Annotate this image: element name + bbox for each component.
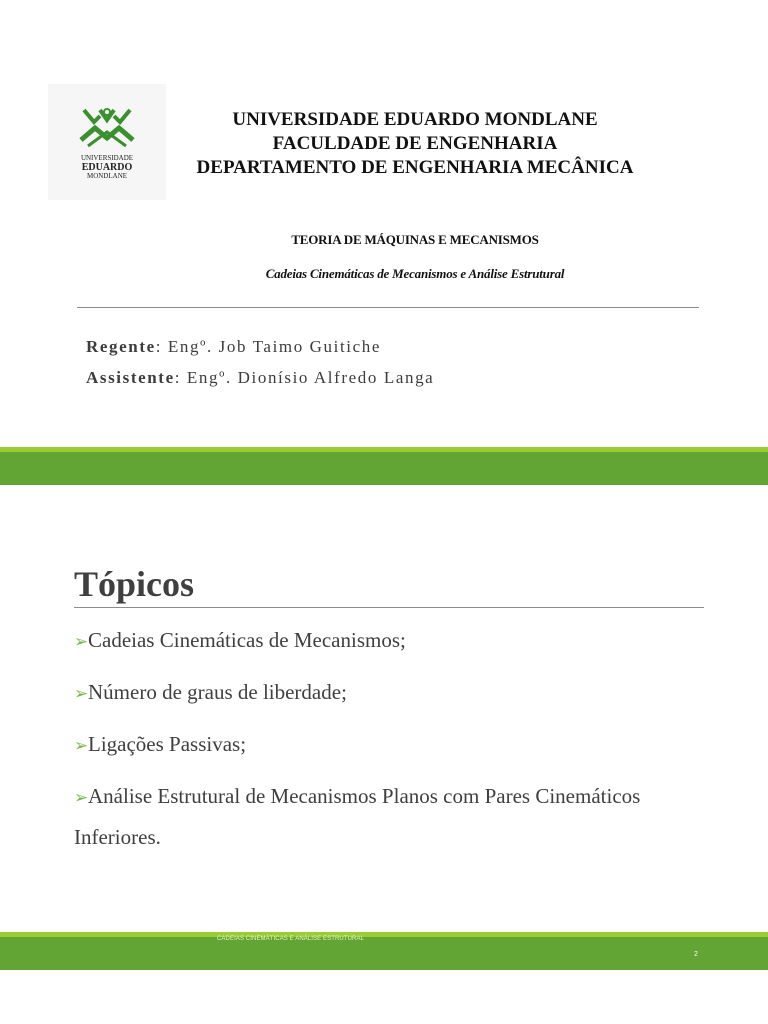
regente-label: Regente [86,337,156,356]
footer-caption: CADEIAS CINEMÁTICAS E ANÁLISE ESTRUTURAL [217,936,365,942]
list-item [74,672,714,714]
page-number: 2 [694,951,698,958]
faculty-name: FACULDADE DE ENGENHARIA [272,133,558,154]
logo-line-3: MONDLANE [86,172,128,180]
lecture-subtitle: Cadeias Cinemáticas de Mecanismos e Análise Estrutural [265,266,565,281]
list-item [74,724,714,766]
slide1-footer-band [0,452,768,485]
bullet-arrow-icon: ➢ [74,736,89,755]
logo-wordmark [48,154,166,181]
title-underline [74,607,704,608]
university-logo [48,84,166,200]
regente-line [86,337,381,357]
university-name: UNIVERSIDADE EDUARDO MONDLANE [232,109,598,130]
topics-slide [0,485,768,1024]
logo-line-2: EDUARDO [81,162,133,173]
list-item-text: Cadeias Cinemáticas de Mecanismos; [88,628,406,652]
institution-header [170,108,660,180]
assistente-label: Assistente [86,368,175,387]
bullet-arrow-icon: ➢ [74,632,89,651]
divider [77,307,699,308]
slide-title: Tópicos [74,564,195,604]
department-name: DEPARTAMENTO DE ENGENHARIA MECÂNICA [196,157,634,178]
list-item-continuation: Inferiores. [74,825,161,849]
logo-line-1: UNIVERSIDADE [80,154,134,162]
slide2-footer-band [0,937,768,970]
bullet-arrow-icon: ➢ [74,684,89,703]
list-item [74,620,714,662]
list-item-text: Ligações Passivas; [88,732,247,756]
regente-name: : Engº. Job Taimo Guitiche [155,337,381,356]
course-title: TEORIA DE MÁQUINAS E MECANISMOS [291,232,539,247]
list-item-text: Número de graus de liberdade; [88,680,347,704]
list-item [74,776,714,818]
assistente-name: : Engº. Dionísio Alfredo Langa [174,368,435,387]
bullet-arrow-icon: ➢ [74,788,89,807]
university-emblem-icon [78,106,136,152]
assistente-line [86,368,434,388]
title-slide [0,0,768,450]
list-item-text: Análise Estrutural de Mecanismos Planos com Pares Cinemáticos [88,784,641,808]
